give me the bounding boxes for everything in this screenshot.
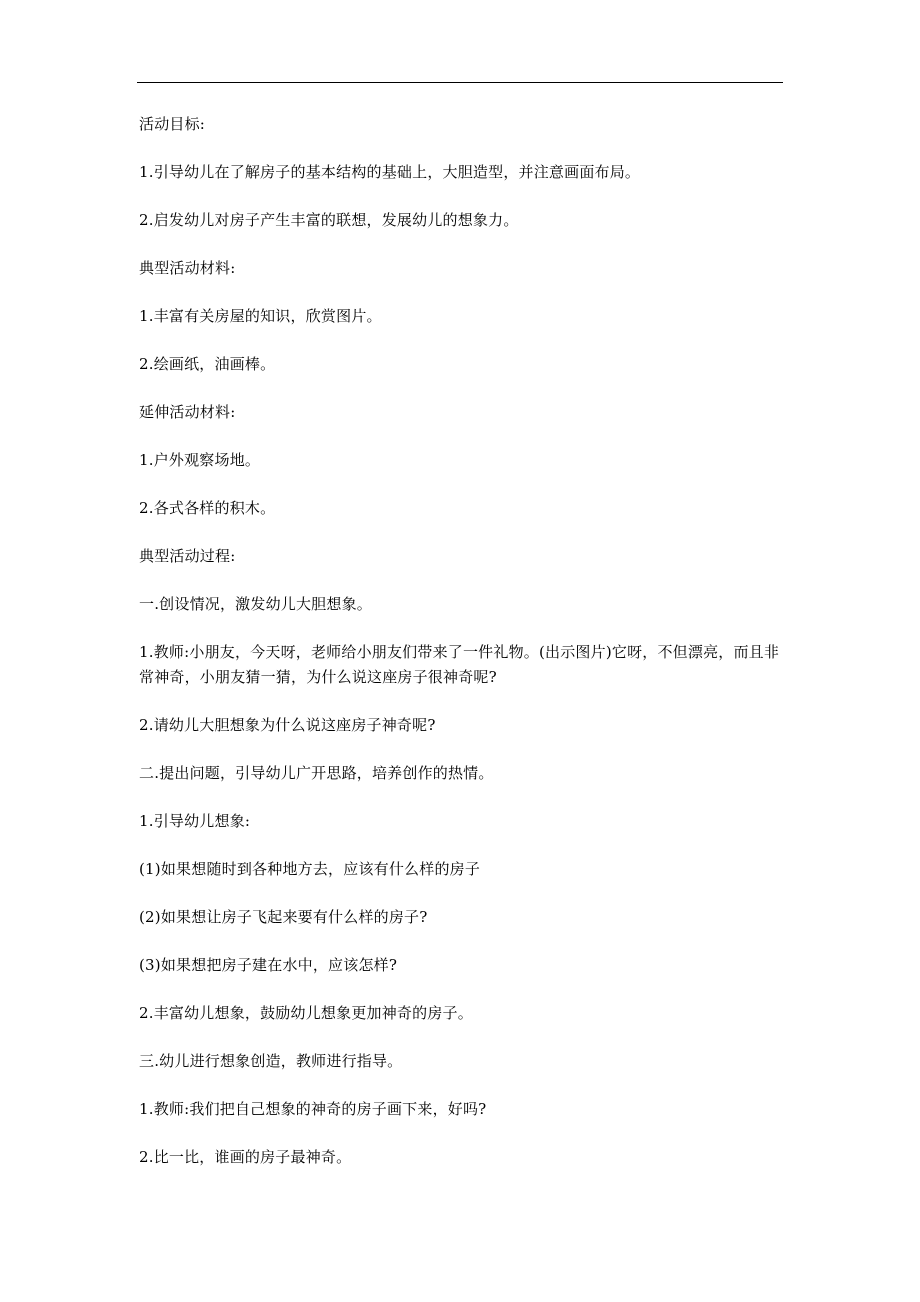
paragraph: 2.请幼儿大胆想象为什么说这座房子神奇呢? bbox=[139, 716, 436, 734]
paragraph: 2.启发幼儿对房子产生丰富的联想，发展幼儿的想象力。 bbox=[139, 211, 519, 229]
paragraph: 2.绘画纸，油画棒。 bbox=[139, 355, 276, 373]
paragraph: 2.比一比，谁画的房子最神奇。 bbox=[139, 1148, 352, 1166]
section-heading-extension-materials: 延伸活动材料: bbox=[139, 403, 236, 421]
paragraph: 2.丰富幼儿想象，鼓励幼儿想象更加神奇的房子。 bbox=[139, 1004, 473, 1022]
paragraph: 1.丰富有关房屋的知识，欣赏图片。 bbox=[139, 307, 382, 325]
paragraph: 1.教师:我们把自己想象的神奇的房子画下来，好吗? bbox=[139, 1100, 487, 1118]
section-heading-process: 典型活动过程: bbox=[139, 547, 236, 565]
paragraph: 1.引导幼儿想象: bbox=[139, 812, 251, 830]
list-item: (2)如果想让房子飞起来要有什么样的房子? bbox=[139, 908, 428, 926]
subsection-heading: 三.幼儿进行想象创造，教师进行指导。 bbox=[139, 1052, 403, 1070]
document-body bbox=[139, 112, 785, 1193]
paragraph: 1.教师:小朋友，今天呀，老师给小朋友们带来了一件礼物。(出示图片)它呀，不但漂亮，而且非常神奇，小朋友猜一猜，为什么说这座房子很神奇呢? bbox=[139, 643, 780, 686]
subsection-heading: 一.创设情况，激发幼儿大胆想象。 bbox=[139, 595, 372, 613]
subsection-heading: 二.提出问题，引导幼儿广开思路，培养创作的热情。 bbox=[139, 764, 494, 782]
header-rule bbox=[137, 82, 783, 83]
section-heading-materials: 典型活动材料: bbox=[139, 259, 236, 277]
paragraph: 1.户外观察场地。 bbox=[139, 451, 261, 469]
list-item: (3)如果想把房子建在水中，应该怎样? bbox=[139, 956, 398, 974]
list-item: (1)如果想随时到各种地方去，应该有什么样的房子 bbox=[139, 860, 481, 878]
paragraph: 1.引导幼儿在了解房子的基本结构的基础上，大胆造型，并注意画面布局。 bbox=[139, 163, 641, 181]
section-heading-goals: 活动目标: bbox=[139, 115, 206, 133]
paragraph: 2.各式各样的积木。 bbox=[139, 499, 276, 517]
